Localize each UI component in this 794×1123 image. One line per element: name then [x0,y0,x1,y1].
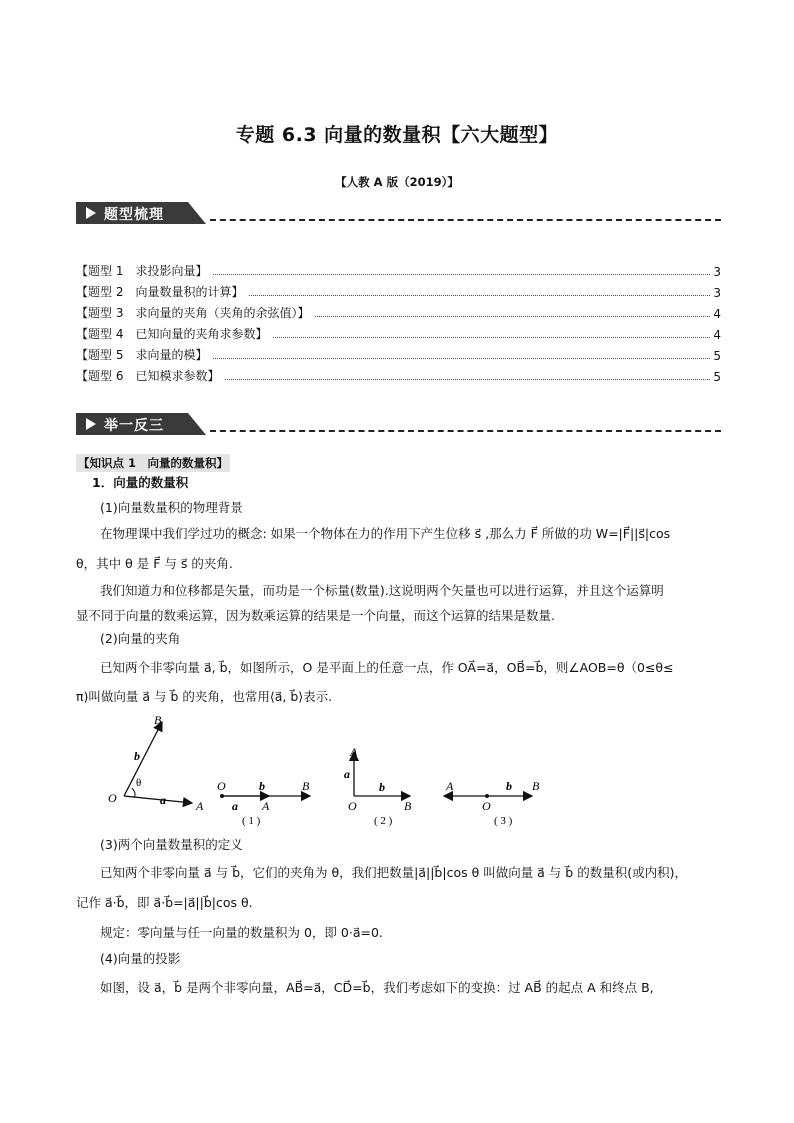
toc-leader [273,337,710,338]
toc-item-page: 5 [713,370,721,384]
subsection-title: (3)两个向量数量积的定义 [100,837,243,852]
paragraph-line: 规定：零向量与任一向量的数量积为 0，即 0·a⃗=0. [100,925,383,940]
figure-2 [344,745,412,827]
vector-angle-figure [104,714,564,834]
svg-text:B: B [302,779,310,793]
svg-text:A: A [262,799,270,813]
paragraph-line: 显不同于向量的数乘运算，因为数乘运算的结果是一个向量，而这个运算的结果是数量. [76,608,555,623]
toc-item[interactable] [76,300,721,321]
svg-text:A: A [350,745,358,759]
banner-divider [210,219,721,221]
svg-text:b: b [379,780,385,794]
toc-item[interactable] [76,342,721,363]
banner-label: 题型梳理 [104,207,164,223]
figure-caption: ( 3 ) [494,815,513,827]
figure-1 [217,779,310,827]
toc-leader [213,358,710,359]
figure-3 [444,779,540,827]
toc-item[interactable] [76,363,721,384]
subsection-title: (4)向量的投影 [100,951,181,966]
figure-caption: ( 1 ) [242,815,261,827]
angle-label: θ [136,777,142,789]
toc-item-label[interactable]: 【题型 6 已知模求参数】 [76,369,220,383]
paragraph-line: 如图，设 a⃗，b⃗ 是两个非零向量，AB⃗=a⃗，CD⃗=b⃗，我们考虑如下的变换：过 AB⃗ 的起点 A 和终点 B, [100,980,654,995]
paragraph-line: π)叫做向量 a⃗ 与 b⃗ 的夹角，也常用⟨a⃗, b⃗⟩表示. [76,689,333,704]
paragraph-line: 已知两个非零向量 a⃗, b⃗，如图所示，O 是平面上的任意一点，作 OA⃗=a⃗，OB⃗=b⃗，则∠AOB=θ（0≤θ≤ [100,660,674,675]
toc-item-label[interactable]: 【题型 3 求向量的夹角（夹角的余弦值）】 [76,306,310,320]
svg-text:O: O [482,799,491,813]
toc-leader [249,295,710,296]
toc-item-page: 5 [713,349,721,363]
page-title: 专题 6.3 向量的数量积【六大题型】 [235,124,559,146]
point-label: B [154,714,162,727]
svg-text:B: B [532,779,540,793]
toc-leader [213,274,710,275]
figure-caption: ( 2 ) [374,815,393,827]
toc-item-label[interactable]: 【题型 4 已知向量的夹角求参数】 [76,327,268,341]
banner-practice [76,413,721,435]
paragraph-line: 我们知道力和位移都是矢量，而功是一个标量(数量).这说明两个矢量也可以进行运算，并且这个运算明 [100,583,664,598]
paragraph-line: 已知两个非零向量 a⃗ 与 b⃗，它们的夹角为 θ，我们把数量|a⃗||b⃗|cos θ 叫做向量 a⃗ 与 b⃗ 的数量积(或内积)， [100,865,687,880]
toc-item-page: 3 [713,265,721,279]
banner-tab [76,202,206,224]
toc-item-page: 4 [713,307,721,321]
point-label: O [108,791,117,805]
vector-label: a [160,793,166,807]
banner-label: 举一反三 [104,418,164,434]
svg-text:B: B [404,799,412,813]
subsection-title: (1)向量数量积的物理背景 [100,500,243,515]
paragraph-line: 记作 a⃗·b⃗，即 a⃗·b⃗=|a⃗||b⃗|cos θ. [76,895,253,910]
svg-text:O: O [217,779,226,793]
toc-item-label[interactable]: 【题型 5 求向量的模】 [76,348,208,362]
vector-label: b [134,749,140,763]
banner-tab [76,413,206,435]
svg-text:a: a [232,799,238,813]
toc-item-page: 3 [713,286,721,300]
subsection-title: (2)向量的夹角 [100,631,181,646]
page-subtitle: 【人教 A 版（2019）】 [335,175,459,189]
svg-text:a: a [344,767,350,781]
toc-leader [315,316,710,317]
point-label: A [196,799,204,813]
section-heading: 1．向量的数量积 [92,475,189,490]
svg-text:b: b [259,779,265,793]
toc-item[interactable] [76,258,721,279]
figure-main [108,714,204,813]
knowledge-point-tag: 【知识点 1 向量的数量积】 [78,456,229,470]
svg-text:b: b [506,779,512,793]
paragraph-line: θ，其中 θ 是 F⃗ 与 s⃗ 的夹角. [76,556,233,571]
paragraph-line: 在物理课中我们学过功的概念: 如果一个物体在力的作用下产生位移 s⃗ ,那么力 F⃗ 所做的功 W=|F⃗||s⃗|cos [100,526,671,541]
toc-item-label[interactable]: 【题型 1 求投影向量】 [76,264,208,278]
toc-item-page: 4 [713,328,721,342]
toc-item[interactable] [76,321,721,342]
toc-item[interactable] [76,279,721,300]
toc-item-label[interactable]: 【题型 2 向量数量积的计算】 [76,285,244,299]
toc-leader [225,379,710,380]
banner-divider [210,430,721,432]
svg-text:O: O [348,799,357,813]
svg-text:A: A [446,779,454,793]
banner-toc [76,202,721,224]
table-of-contents [76,258,721,384]
